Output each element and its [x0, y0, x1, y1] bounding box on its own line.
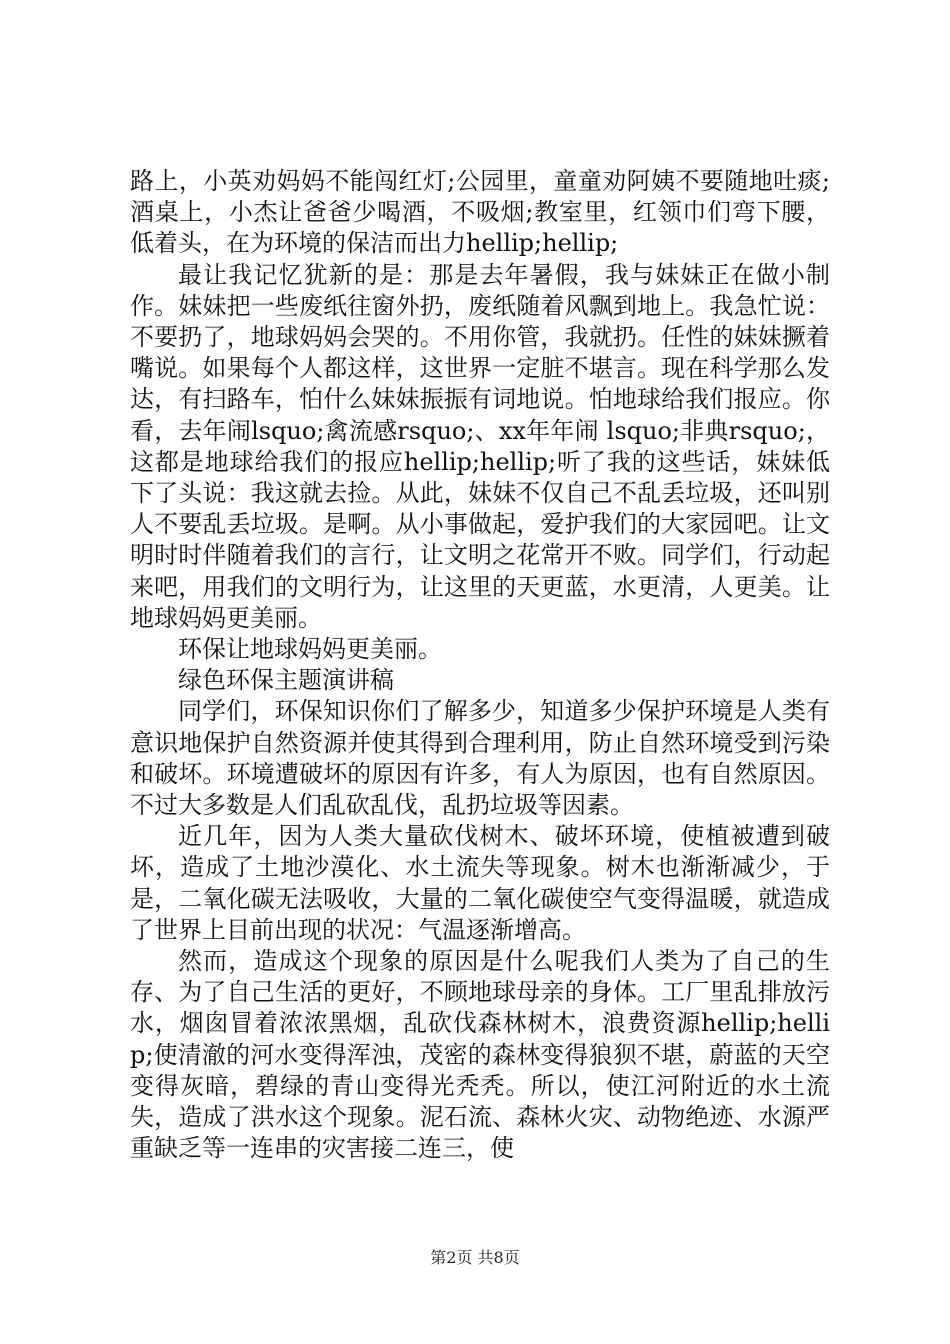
paragraph-4: 同学们，环保知识你们了解多少，知道多少保护环境是人类有意识地保护自然资源并使其得到合理利用，防止自然环境受到污染和破坏。环境遭破坏的原因有许多，有人为原因，也有自然原因。不过大多数是人们乱砍乱伐，乱扔垃圾等因素。	[130, 697, 830, 820]
page-number-footer: 第2页 共8页	[430, 1248, 520, 1267]
document-body	[130, 166, 830, 1165]
paragraph-2: 最让我记忆犹新的是：那是去年暑假，我与妹妹正在做小制作。妹妹把一些废纸往窗外扔，废纸随着风飘到地上。我急忙说：不要扔了，地球妈妈会哭的。不用你管，我就扔。任性的妹妹撅着嘴说。如果每个人都这样，这世界一定脏不堪言。现在科学那么发达，有扫路车，怕什么妹妹振振有词地说。怕地球给我们报应。你看，去年闹lsquo;禽流感rsquo;、xx年年闹 lsquo;非典rsquo;，这都是地球给我们的报应hellip;hellip;听了我的这些话，妹妹低下了头说：我这就去捡。从此，妹妹不仅自己不乱丢垃圾，还叫别人不要乱丢垃圾。是啊。从小事做起，爱护我们的大家园吧。让文明时时伴随着我们的言行，让文明之花常开不败。同学们，行动起来吧，用我们的文明行为，让这里的天更蓝，水更清，人更美。让地球妈妈更美丽。	[130, 260, 830, 632]
paragraph-5: 近几年，因为人类大量砍伐树木、破坏环境，使植被遭到破坏，造成了土地沙漠化、水土流失等现象。树木也渐渐减少，于是，二氧化碳无法吸收，大量的二氧化碳使空气变得温暖，就造成了世界上目前出现的状况：气温逐渐增高。	[130, 822, 830, 944]
paragraph-1: 路上，小英劝妈妈不能闯红灯;公园里，童童劝阿姨不要随地吐痰;酒桌上，小杰让爸爸少喝酒，不吸烟;教室里，红领巾们弯下腰，低着头，在为环境的保洁而出力hellip;hellip;	[130, 167, 830, 258]
paragraph-6: 然而，造成这个现象的原因是什么呢我们人类为了自己的生存、为了自己生活的更好，不顾地球母亲的身体。工厂里乱排放污水，烟囱冒着浓浓黑烟，乱砍伐森林树木，浪费资源hellip;hellip;使清澈的河水变得浑浊，茂密的森林变得狼狈不堪，蔚蓝的天空变得灰暗，碧绿的青山变得光秃秃。所以，使江河附近的水土流失，造成了洪水这个现象。泥石流、森林火灾、动物绝迹、水源严重缺乏等一连串的灾害接二连三，使	[130, 947, 830, 1163]
section-heading: 绿色环保主题演讲稿	[178, 666, 394, 695]
paragraph-3: 环保让地球妈妈更美丽。	[178, 635, 442, 664]
